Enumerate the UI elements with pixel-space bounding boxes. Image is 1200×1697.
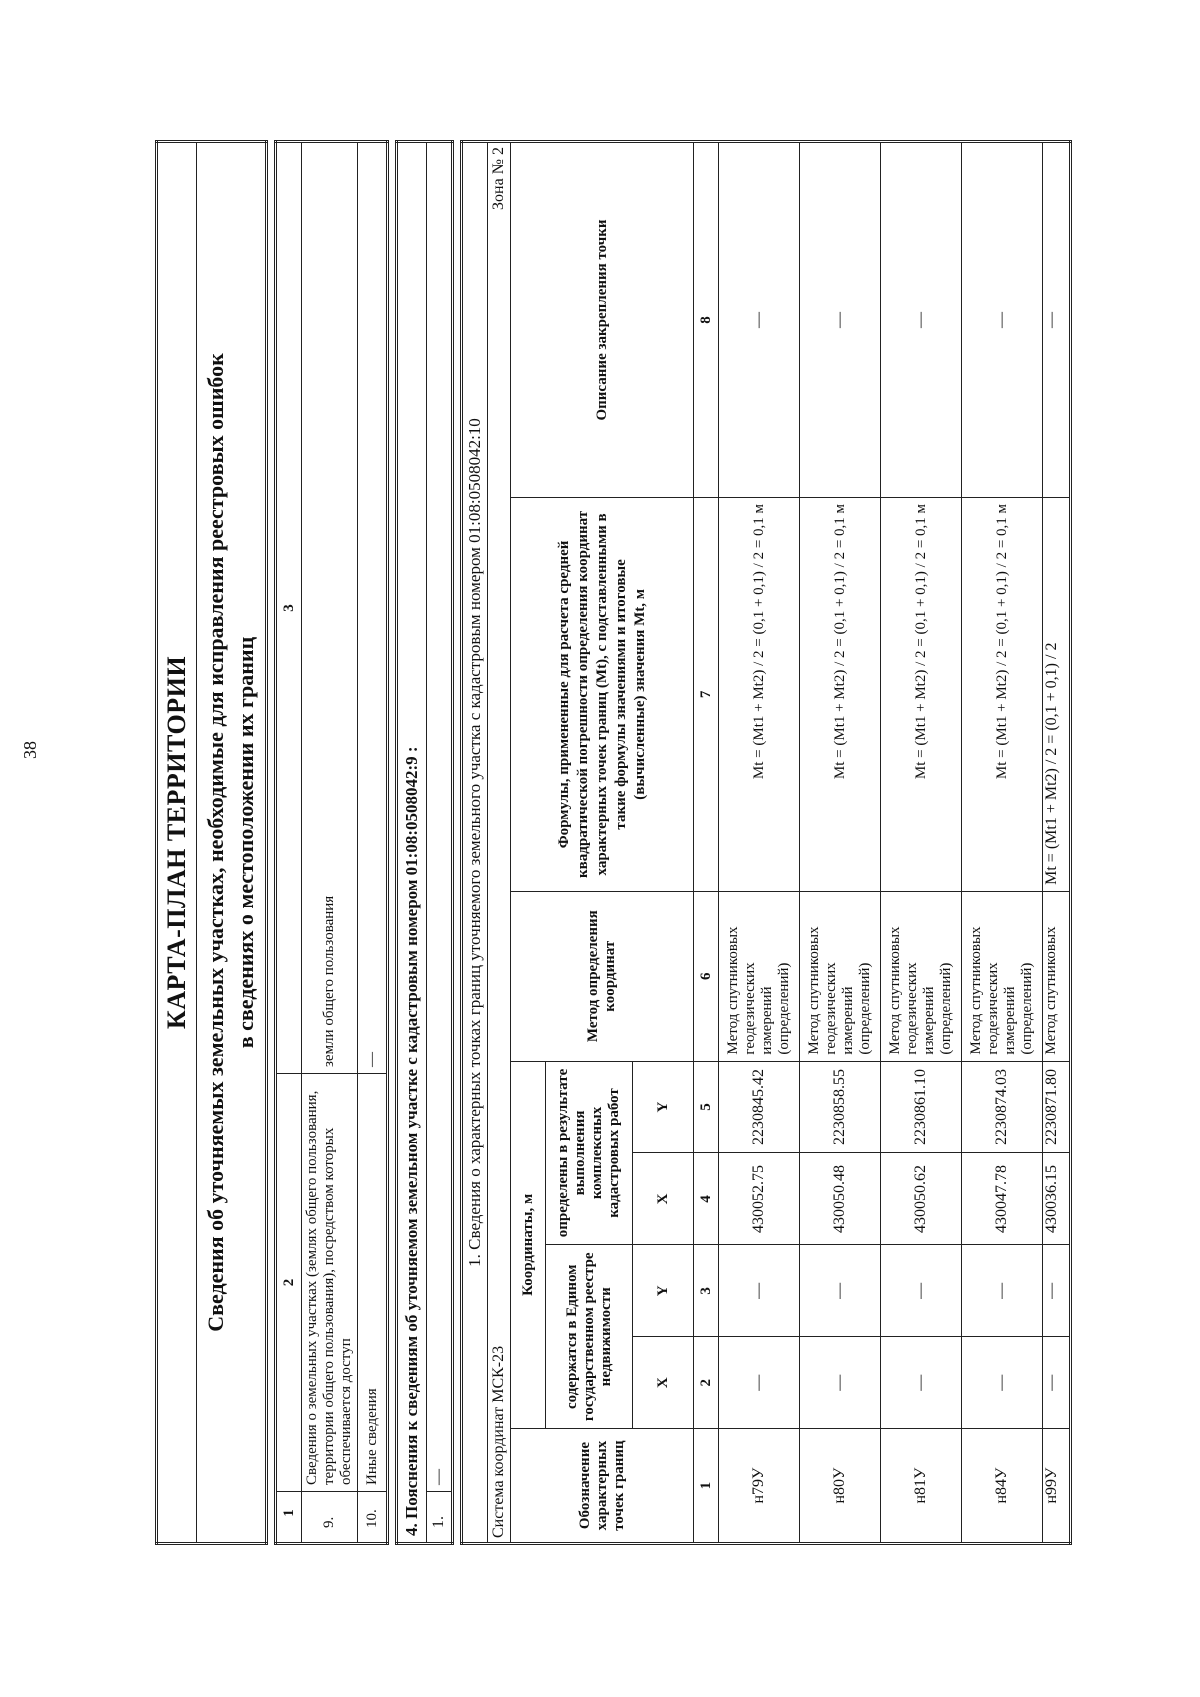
- row-value: —: [358, 142, 388, 1074]
- table-row: [302, 142, 358, 1544]
- header-coordinates: Координаты, м: [511, 1061, 546, 1429]
- section3-col-1: 1: [276, 1492, 302, 1544]
- section3-table: [274, 140, 389, 1545]
- point-description: —: [719, 142, 800, 498]
- document-title: КАРТА-ПЛАН ТЕРРИТОРИИ: [157, 142, 197, 1544]
- formula: Mt = (Mt1 + Mt2) / 2 = (0,1 + 0,1) / 2: [1043, 497, 1071, 891]
- header-y-works: Y: [633, 1061, 694, 1153]
- row-number: 10.: [358, 1492, 388, 1544]
- header-point-name: Обозначение характерных точек границ: [511, 1429, 694, 1544]
- x-egrn: —: [800, 1337, 881, 1429]
- x-egrn: —: [1043, 1337, 1071, 1429]
- table-row: [719, 142, 800, 1544]
- table-row: [881, 142, 962, 1544]
- zone-label: Зона № 2: [488, 142, 511, 1154]
- header-egrn: содержатся в Едином государственном реестре недвижимости: [546, 1245, 633, 1429]
- header-works: определены в результате выполнения комплексных кадастровых работ: [546, 1061, 633, 1245]
- y-egrn: —: [881, 1245, 962, 1337]
- table-row: [800, 142, 881, 1544]
- table-row: [358, 142, 388, 1544]
- table-row: [1043, 142, 1071, 1544]
- row-value: земли общего пользования: [302, 142, 358, 1074]
- formula: Mt = (Mt1 + Mt2) / 2 = (0,1 + 0,1) / 2 = 0,1 м: [881, 497, 962, 891]
- header-x-works: X: [633, 1153, 694, 1245]
- section1-caption: 1. Сведения о характерных точках границ уточняемого земельного участка с кадастровым номером 01:08:0508042:10: [462, 142, 488, 1544]
- x-egrn: —: [719, 1337, 800, 1429]
- col-number: 5: [694, 1061, 719, 1153]
- y-egrn: —: [962, 1245, 1043, 1337]
- row-description: Сведения о земельных участках (землях общего пользования, территории общего пользования), посредством которых обеспечивается доступ: [302, 1074, 358, 1492]
- subtitle-line-2: в сведениях о местоположении их границ: [233, 636, 258, 1049]
- list-item: [427, 142, 453, 1544]
- formula: Mt = (Mt1 + Mt2) / 2 = (0,1 + 0,1) / 2 = 0,1 м: [962, 497, 1043, 891]
- column-numbers-row: [694, 142, 719, 1544]
- section3-col-3: 3: [276, 142, 302, 1074]
- col-number: 3: [694, 1245, 719, 1337]
- y-value: 2230874.03: [962, 1061, 1043, 1153]
- document-subtitle: [197, 142, 267, 1544]
- col-number: 7: [694, 497, 719, 891]
- col-number: 4: [694, 1153, 719, 1245]
- point-description: —: [1043, 142, 1071, 498]
- point-name: н81У: [881, 1429, 962, 1544]
- y-value: 2230845.42: [719, 1061, 800, 1153]
- point-name: н84У: [962, 1429, 1043, 1544]
- y-value: 2230871.80: [1043, 1061, 1071, 1153]
- y-value: 2230858.55: [800, 1061, 881, 1153]
- row-number: 9.: [302, 1492, 358, 1544]
- formula: Mt = (Mt1 + Mt2) / 2 = (0,1 + 0,1) / 2 = 0,1 м: [719, 497, 800, 891]
- y-egrn: —: [800, 1245, 881, 1337]
- method: Метод спутниковых: [1043, 891, 1071, 1061]
- y-egrn: —: [1043, 1245, 1071, 1337]
- section4-title: 4. Пояснения к сведениям об уточняемом земельном участке с кадастровым номером 01:08:0508042:9 :: [397, 142, 427, 1544]
- section1-table: [460, 140, 1072, 1545]
- item-number: 1.: [427, 1492, 453, 1544]
- y-value: 2230861.10: [881, 1061, 962, 1153]
- point-description: —: [962, 142, 1043, 498]
- method: Метод спутниковых геодезических измерений (определений): [800, 891, 881, 1061]
- header-x-egrn: X: [633, 1337, 694, 1429]
- point-description: —: [800, 142, 881, 498]
- section3-header-row: [276, 142, 302, 1544]
- col-number: 2: [694, 1337, 719, 1429]
- rotated-page: [155, 140, 1060, 1545]
- method: Метод спутниковых геодезических измерений (определений): [881, 891, 962, 1061]
- header-method: Метод определения координат: [511, 891, 694, 1061]
- section3-col-2: 2: [276, 1074, 302, 1492]
- header-formula: Формулы, примененные для расчета средней квадратической погрешности определения координат характерных точек границ (Mt), с подставленными в такие формулы значениями и итоговые (вычисленные) значения Mt, м: [511, 497, 694, 891]
- formula: Mt = (Mt1 + Mt2) / 2 = (0,1 + 0,1) / 2 = 0,1 м: [800, 497, 881, 891]
- x-egrn: —: [962, 1337, 1043, 1429]
- header-description: Описание закрепления точки: [511, 142, 694, 498]
- col-number: 1: [694, 1429, 719, 1544]
- table-row: [962, 142, 1043, 1544]
- col-number: 6: [694, 891, 719, 1061]
- point-description: —: [881, 142, 962, 498]
- document-sheet: [155, 140, 1060, 1545]
- section4-table: [395, 140, 454, 1545]
- x-value: 430036.15: [1043, 1153, 1071, 1245]
- method: Метод спутниковых геодезических измерений (определений): [962, 891, 1043, 1061]
- header-y-egrn: Y: [633, 1245, 694, 1337]
- col-number: 8: [694, 142, 719, 498]
- coordinate-system: Система координат МСК-23: [488, 1153, 511, 1544]
- row-description: Иные сведения: [358, 1074, 388, 1492]
- x-value: 430052.75: [719, 1153, 800, 1245]
- method: Метод спутниковых геодезических измерений (определений): [719, 891, 800, 1061]
- document-header: [155, 140, 268, 1545]
- page-number: 38: [20, 741, 40, 759]
- point-name: н79У: [719, 1429, 800, 1544]
- subtitle-line-1: Сведения об уточняемых земельных участках, необходимые для исправления реестровых ошибок: [203, 353, 228, 1332]
- y-egrn: —: [719, 1245, 800, 1337]
- item-value: —: [427, 142, 453, 1492]
- x-value: 430050.48: [800, 1153, 881, 1245]
- x-egrn: —: [881, 1337, 962, 1429]
- x-value: 430047.78: [962, 1153, 1043, 1245]
- x-value: 430050.62: [881, 1153, 962, 1245]
- point-name: н80У: [800, 1429, 881, 1544]
- point-name: н99У: [1043, 1429, 1071, 1544]
